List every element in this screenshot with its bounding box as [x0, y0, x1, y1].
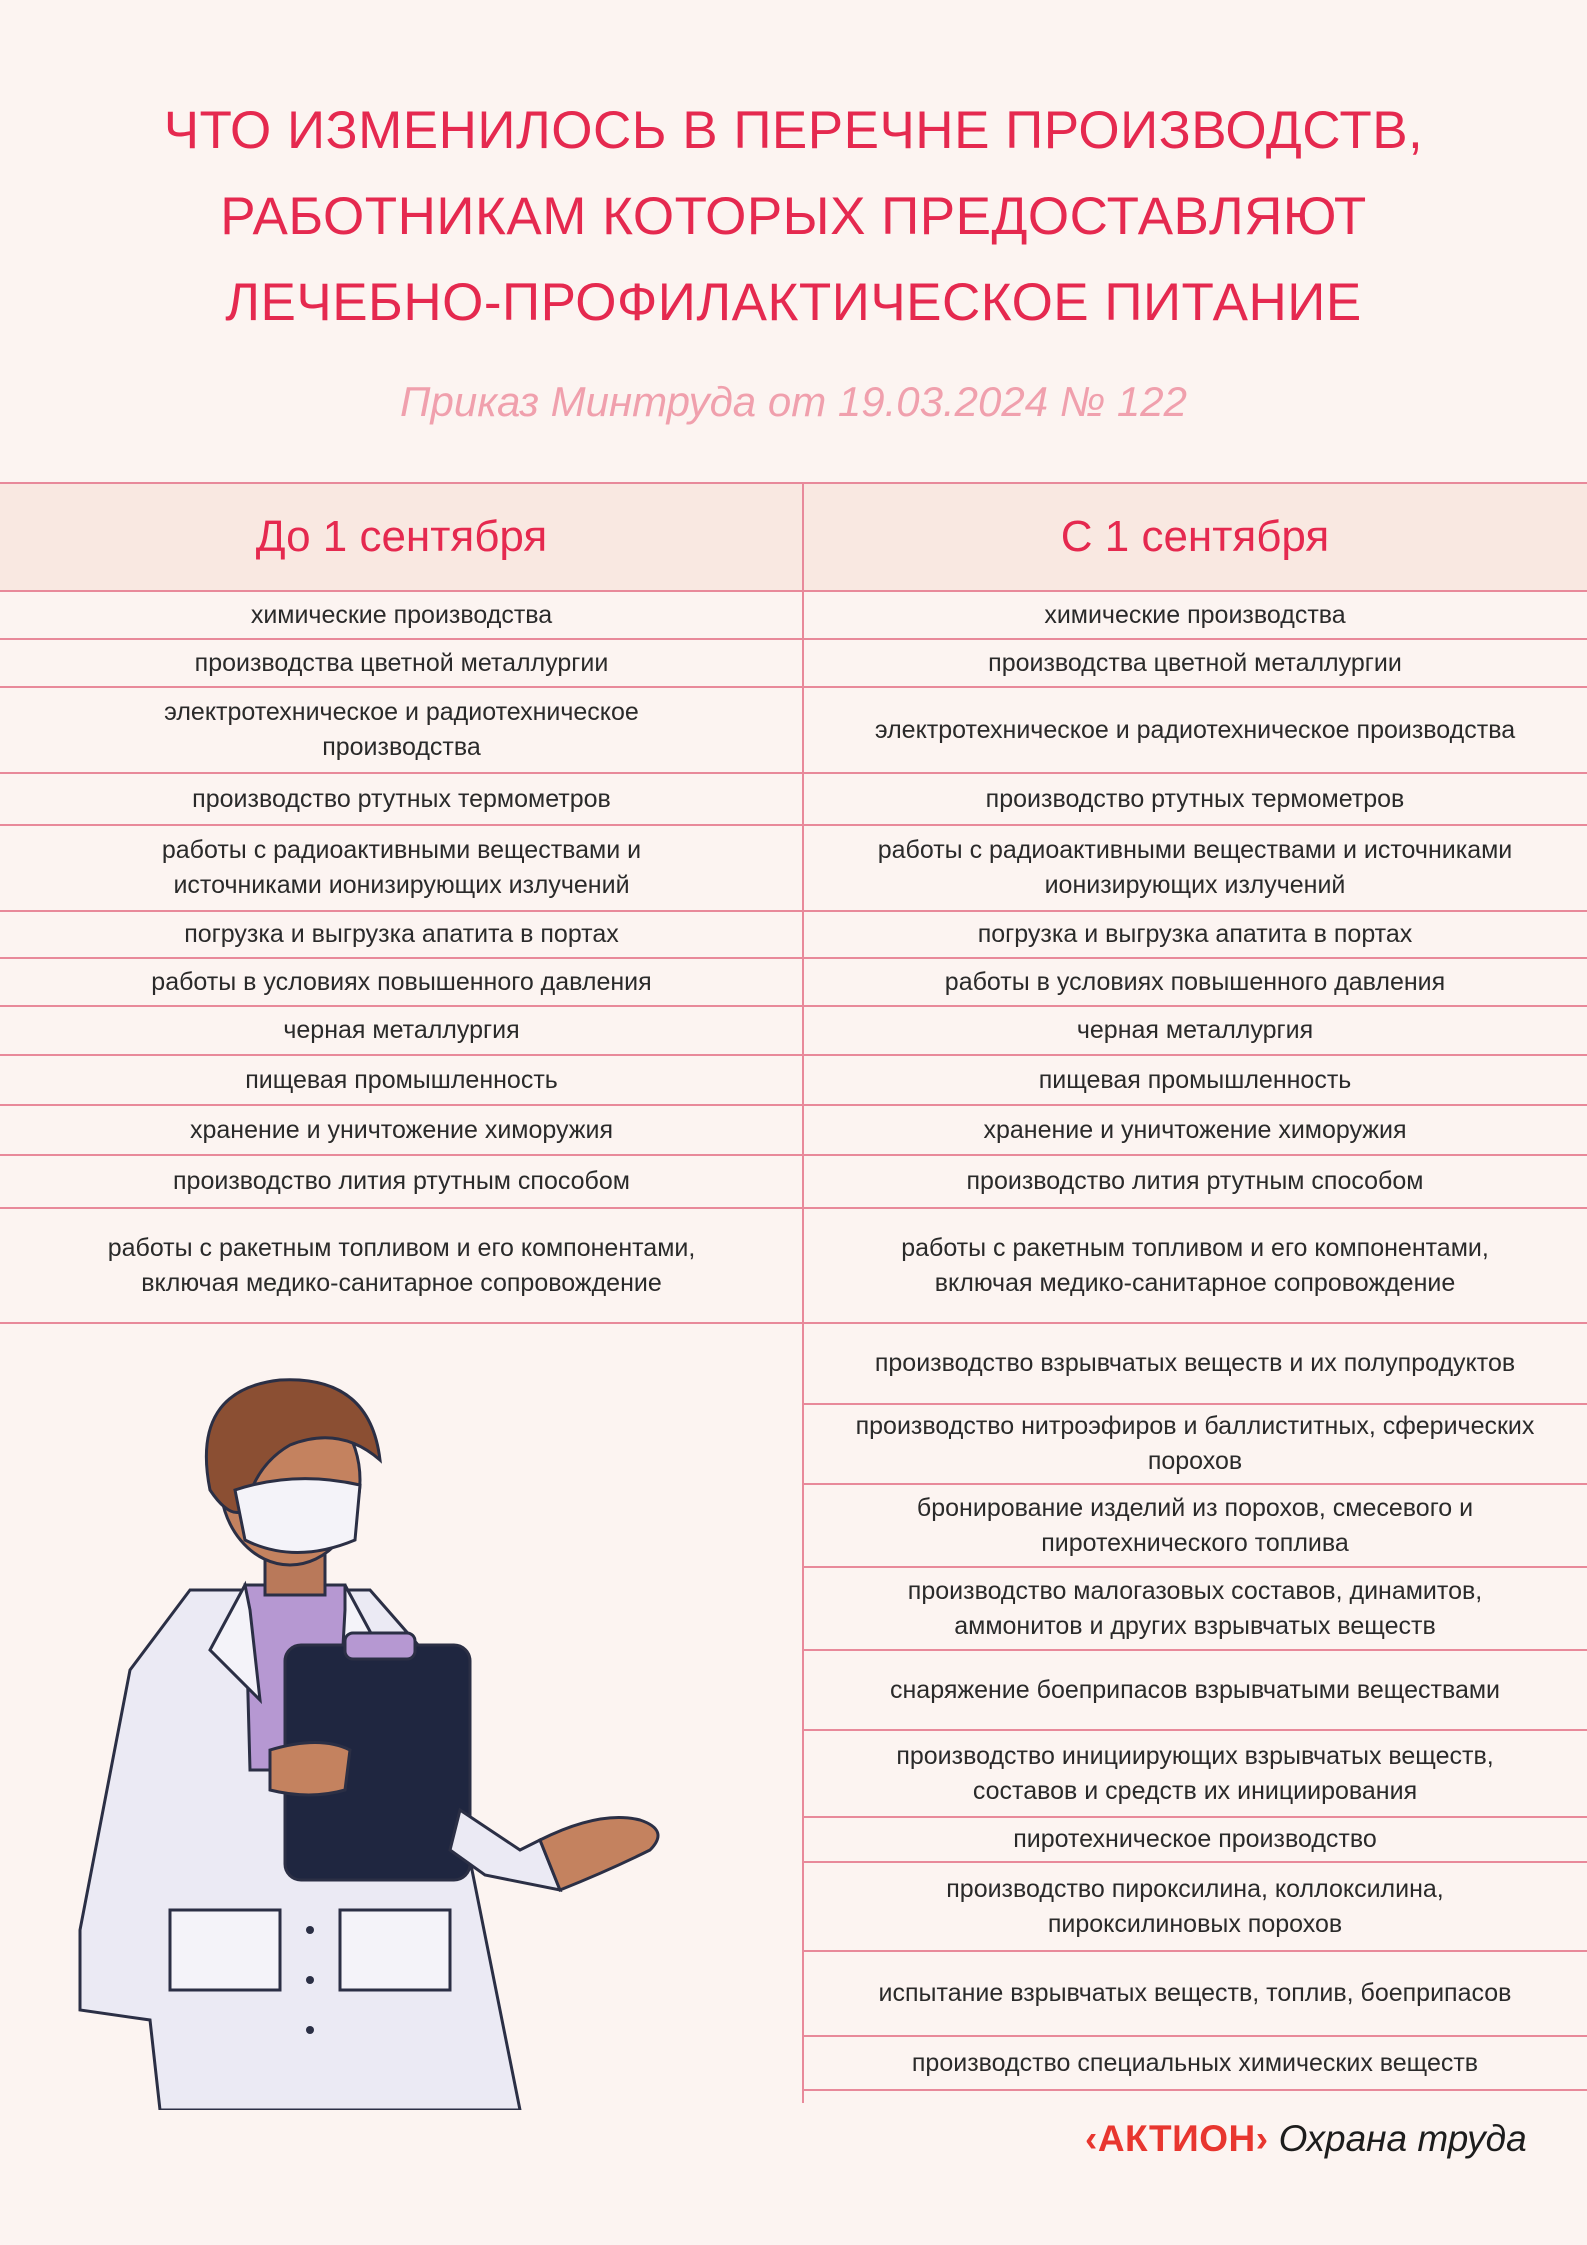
- list-item: химические производства: [0, 592, 803, 640]
- list-item: работы с ракетным топливом и его компонентами, включая медико-санитарное сопровождение: [0, 1209, 803, 1324]
- list-item: хранение и уничтожение химоружия: [803, 1106, 1587, 1156]
- list-item: испытание взрывчатых веществ, топлив, боеприпасов: [803, 1952, 1587, 2037]
- list-item: производство ртутных термометров: [0, 774, 803, 826]
- list-item: производство лития ртутным способом: [0, 1156, 803, 1209]
- list-item: производства цветной металлургии: [803, 640, 1587, 688]
- list-item: производство малогазовых составов, динамитов, аммонитов и других взрывчатых веществ: [803, 1568, 1587, 1651]
- list-item: производство инициирующих взрывчатых веществ, составов и средств их инициирования: [803, 1731, 1587, 1818]
- list-item: работы в условиях повышенного давления: [0, 959, 803, 1007]
- list-item: электротехническое и радиотехническое производства: [803, 688, 1587, 774]
- title-line: ЧТО ИЗМЕНИЛОСЬ В ПЕРЕЧНЕ ПРОИЗВОДСТВ,: [163, 101, 1424, 160]
- list-item: производство специальных химических веществ: [803, 2037, 1587, 2091]
- title-line: РАБОТНИКАМ КОТОРЫХ ПРЕДОСТАВЛЯЮТ: [220, 187, 1367, 246]
- list-item: химические производства: [803, 592, 1587, 640]
- list-item: работы с радиоактивными веществами и источниками ионизирующих излучений: [0, 826, 803, 912]
- list-item: работы с радиоактивными веществами и источниками ионизирующих излучений: [803, 826, 1587, 912]
- brand-logo: [1085, 2118, 1527, 2160]
- list-item: производства цветной металлургии: [0, 640, 803, 688]
- list-item: электротехническое и радиотехническое производства: [0, 688, 803, 774]
- list-item: пищевая промышленность: [0, 1056, 803, 1106]
- list-item: пиротехническое производство: [803, 1818, 1587, 1863]
- list-item: работы в условиях повышенного давления: [803, 959, 1587, 1007]
- page-title: [0, 88, 1587, 346]
- header-before: До 1 сентября: [0, 482, 803, 592]
- list-before: [0, 592, 803, 1324]
- list-item: производство лития ртутным способом: [803, 1156, 1587, 1209]
- list-item: погрузка и выгрузка апатита в портах: [0, 912, 803, 959]
- list-item: погрузка и выгрузка апатита в портах: [803, 912, 1587, 959]
- product-name: Охрана труда: [1278, 2118, 1527, 2159]
- list-item: черная металлургия: [803, 1007, 1587, 1056]
- list-item: пищевая промышленность: [803, 1056, 1587, 1106]
- aktion-logo: ‹АКТИОН›: [1085, 2118, 1269, 2159]
- header-after: С 1 сентября: [803, 482, 1587, 592]
- doctor-with-clipboard-icon: [40, 1370, 760, 2110]
- list-item: хранение и уничтожение химоружия: [0, 1106, 803, 1156]
- list-item: производство пироксилина, коллоксилина, пироксилиновых порохов: [803, 1863, 1587, 1952]
- list-item: производство ртутных термометров: [803, 774, 1587, 826]
- list-item: работы с ракетным топливом и его компонентами, включая медико-санитарное сопровождение: [803, 1209, 1587, 1324]
- title-line: ЛЕЧЕБНО-ПРОФИЛАКТИЧЕСКОЕ ПИТАНИЕ: [225, 273, 1362, 332]
- list-item: снаряжение боеприпасов взрывчатыми веществами: [803, 1651, 1587, 1731]
- list-item: производство взрывчатых веществ и их полупродуктов: [803, 1324, 1587, 1405]
- list-after: [803, 592, 1587, 2091]
- list-item: производство нитроэфиров и баллиститных, сферических порохов: [803, 1405, 1587, 1485]
- order-reference: Приказ Минтруда от 19.03.2024 № 122: [400, 378, 1187, 425]
- list-item: черная металлургия: [0, 1007, 803, 1056]
- list-item: бронирование изделий из порохов, смесевого и пиротехнического топлива: [803, 1485, 1587, 1568]
